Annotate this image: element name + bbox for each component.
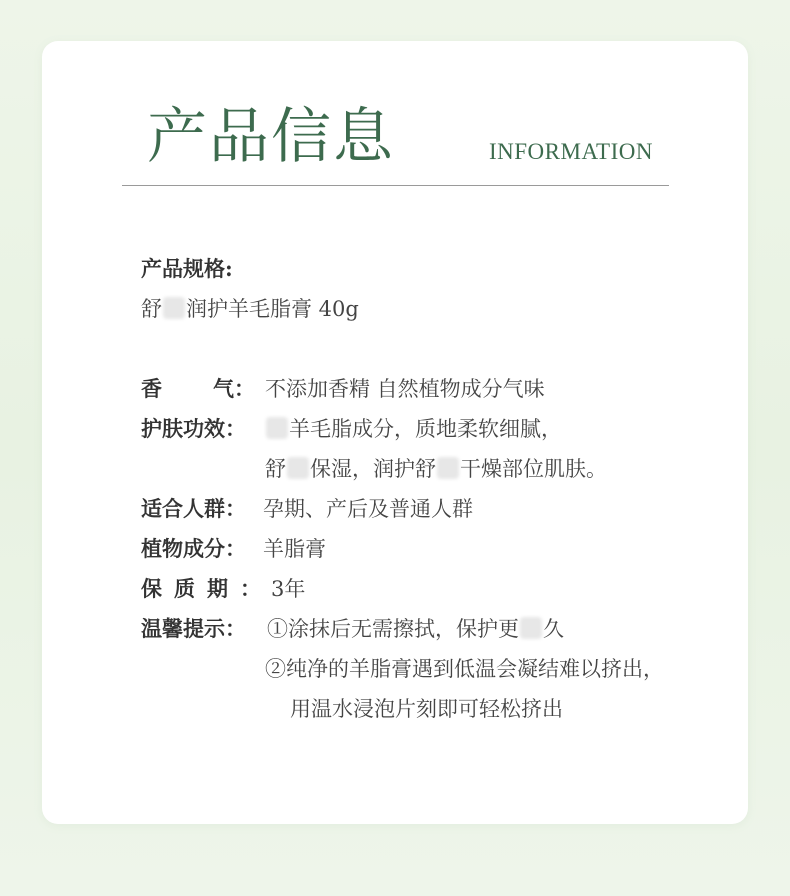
fragrance-value: 不添加香精 自然植物成分气味 [265, 377, 545, 401]
tips-line1-a: ①涂抹后无需擦拭，保护更 [267, 617, 519, 641]
efficacy-line2-a: 舒 [265, 457, 286, 481]
efficacy-line1: 羊毛脂成分，质地柔软细腻， [289, 417, 562, 441]
tips-line2: ②纯净的羊脂膏遇到低温会凝结难以挤出， [265, 657, 664, 681]
fragrance-label-a: 香 [141, 376, 162, 401]
blurred-text [266, 417, 288, 439]
audience-row [141, 494, 473, 524]
page-title: 产品信息 [147, 102, 395, 172]
blurred-text [437, 457, 459, 479]
spec-value-suffix: 润护羊毛脂膏 40g [186, 297, 359, 321]
shelf-life-row [141, 574, 305, 604]
tips-row [141, 614, 564, 644]
page-subtitle-en: INFORMATION [489, 139, 653, 164]
tips-label: 温馨提示： [141, 616, 246, 641]
blurred-text [163, 297, 185, 319]
ingredients-value: 羊脂膏 [263, 537, 326, 561]
fragrance-label-b: 气： [213, 376, 255, 401]
efficacy-row [141, 414, 562, 444]
shelf-life-value: 3年 [271, 577, 306, 601]
blurred-text [520, 617, 542, 639]
fragrance-row [141, 374, 545, 404]
tips-line3: 用温水浸泡片刻即可轻松挤出 [290, 697, 563, 721]
title-divider [122, 185, 669, 186]
spec-label: 产品规格: [141, 256, 233, 281]
efficacy-label: 护肤功效： [141, 416, 246, 441]
efficacy-line2 [265, 454, 607, 484]
info-card [42, 41, 748, 824]
ingredients-label: 植物成分： [141, 536, 246, 561]
spec-label-row [141, 254, 233, 284]
spec-value-prefix: 舒 [141, 297, 162, 321]
efficacy-line2-c: 干燥部位肌肤。 [460, 457, 607, 481]
tips-line1-b: 久 [543, 617, 564, 641]
blurred-text [287, 457, 309, 479]
shelf-life-label: 保质期： [141, 576, 273, 601]
audience-value: 孕期、产后及普通人群 [263, 497, 473, 521]
spec-value-row [141, 294, 359, 324]
efficacy-line2-b: 保湿，润护舒 [310, 457, 436, 481]
audience-label: 适合人群： [141, 496, 246, 521]
ingredients-row [141, 534, 326, 564]
